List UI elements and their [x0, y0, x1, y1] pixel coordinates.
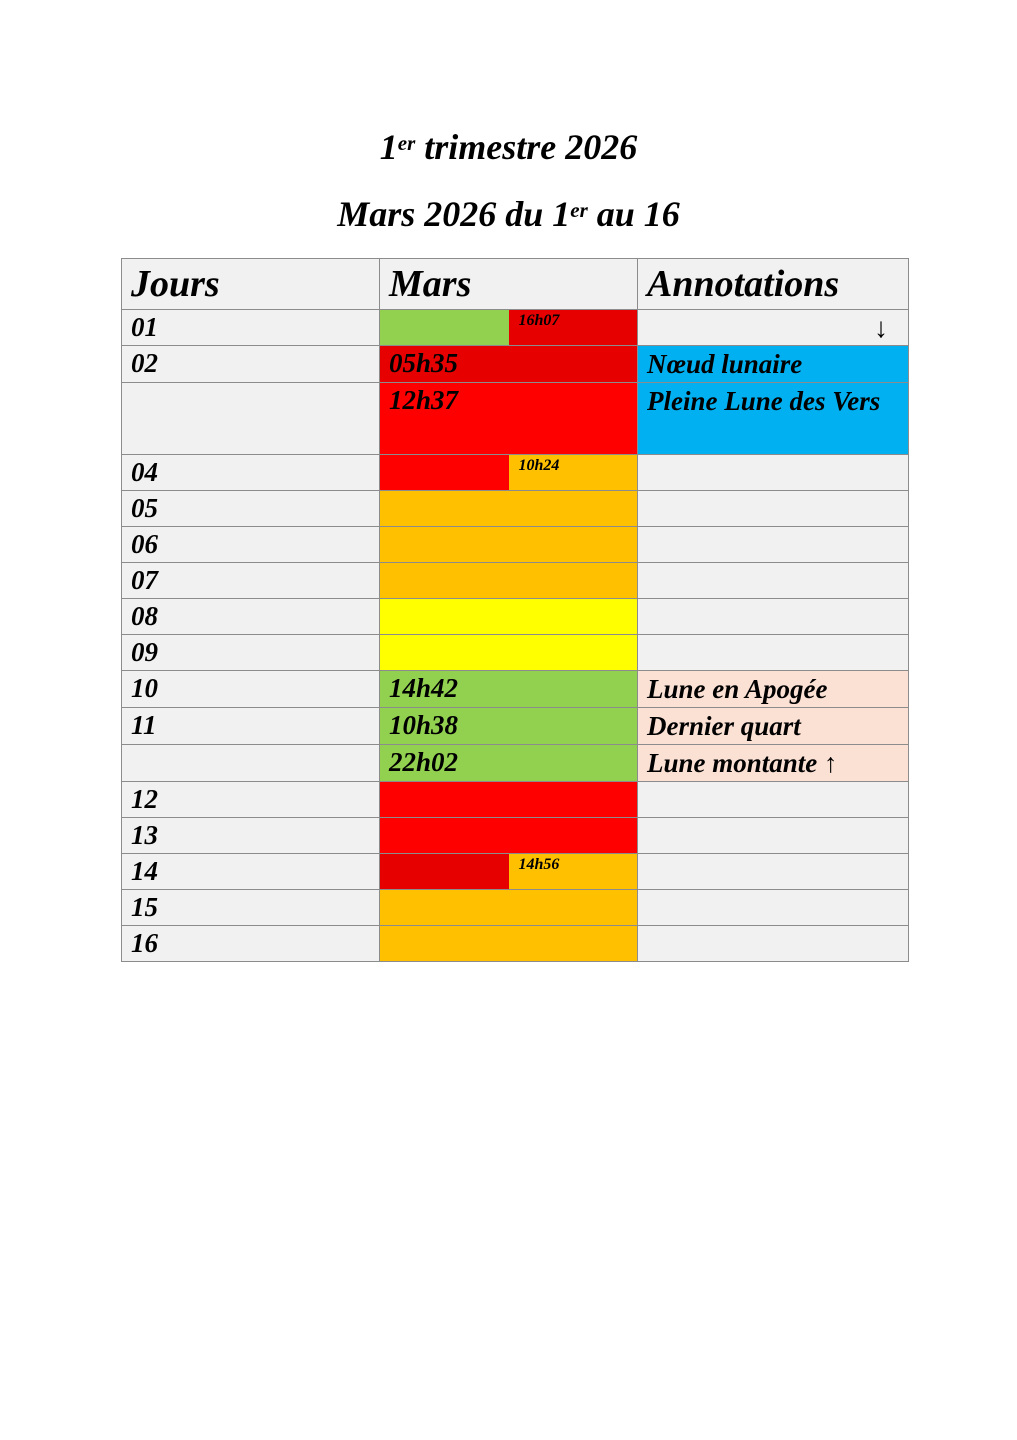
mars-cell: 14h42 [380, 671, 638, 708]
day-cell: 11 [122, 708, 380, 745]
table-row [122, 527, 909, 563]
day-cell: 01 [122, 310, 380, 346]
table-row [122, 854, 909, 890]
day-cell: 07 [122, 563, 380, 599]
title-trimestre: 1er trimestre 2026 [379, 127, 638, 167]
table-row [122, 782, 909, 818]
mars-cell [380, 491, 638, 527]
title-mars: Mars 2026 du 1er au 16 [337, 194, 680, 234]
day-cell [122, 745, 380, 782]
annotation-cell: Lune montante ↑ [638, 745, 909, 782]
day-cell: 06 [122, 527, 380, 563]
day-cell: 09 [122, 635, 380, 671]
annotation-cell [638, 818, 909, 854]
annotation-cell [638, 890, 909, 926]
time-label: 10h24 [518, 457, 560, 474]
day-cell: 04 [122, 455, 380, 491]
table-row [122, 745, 909, 782]
header-row [122, 259, 909, 310]
annotation-cell [638, 527, 909, 563]
calendar-table [121, 258, 909, 962]
mars-cell [380, 563, 638, 599]
table-row [122, 890, 909, 926]
annotation-cell [638, 491, 909, 527]
table-row [122, 383, 909, 455]
mars-cell [380, 782, 638, 818]
annotation-cell [638, 310, 909, 346]
time-label: 14h56 [518, 856, 560, 873]
day-cell [122, 383, 380, 455]
table-row [122, 708, 909, 745]
mars-cell [380, 527, 638, 563]
table-row [122, 491, 909, 527]
annotation-cell: Dernier quart [638, 708, 909, 745]
mars-cell [380, 854, 638, 890]
day-cell: 13 [122, 818, 380, 854]
annotation-cell [638, 854, 909, 890]
mars-cell: 22h02 [380, 745, 638, 782]
mars-cell: 05h35 [380, 346, 638, 383]
mars-cell [380, 599, 638, 635]
annotation-cell [638, 563, 909, 599]
table-row [122, 926, 909, 962]
mars-cell [380, 818, 638, 854]
day-cell: 12 [122, 782, 380, 818]
table-row [122, 455, 909, 491]
day-cell: 02 [122, 346, 380, 383]
table-row [122, 635, 909, 671]
table-row [122, 671, 909, 708]
header-annotations: Annotations [638, 259, 909, 310]
day-cell: 05 [122, 491, 380, 527]
day-cell: 10 [122, 671, 380, 708]
annotation-cell [638, 455, 909, 491]
table-row [122, 599, 909, 635]
annotation-cell [638, 782, 909, 818]
arrow-down-icon: ↓ [874, 313, 888, 344]
day-cell: 08 [122, 599, 380, 635]
mars-cell [380, 635, 638, 671]
day-cell: 16 [122, 926, 380, 962]
header-mars: Mars [380, 259, 638, 310]
mars-cell: 12h37 [380, 383, 638, 455]
annotation-cell [638, 599, 909, 635]
time-label: 16h07 [518, 312, 560, 329]
day-cell: 14 [122, 854, 380, 890]
table-row [122, 818, 909, 854]
table-row [122, 563, 909, 599]
day-cell: 15 [122, 890, 380, 926]
mars-cell [380, 926, 638, 962]
annotation-cell: Nœud lunaire [638, 346, 909, 383]
table-row [122, 310, 909, 346]
annotation-cell [638, 926, 909, 962]
annotation-cell: Pleine Lune des Vers [638, 383, 909, 455]
annotation-cell: Lune en Apogée [638, 671, 909, 708]
mars-cell: 10h38 [380, 708, 638, 745]
mars-cell [380, 890, 638, 926]
header-jours: Jours [122, 259, 380, 310]
table-row [122, 346, 909, 383]
mars-cell [380, 310, 638, 346]
mars-cell [380, 455, 638, 491]
annotation-cell [638, 635, 909, 671]
